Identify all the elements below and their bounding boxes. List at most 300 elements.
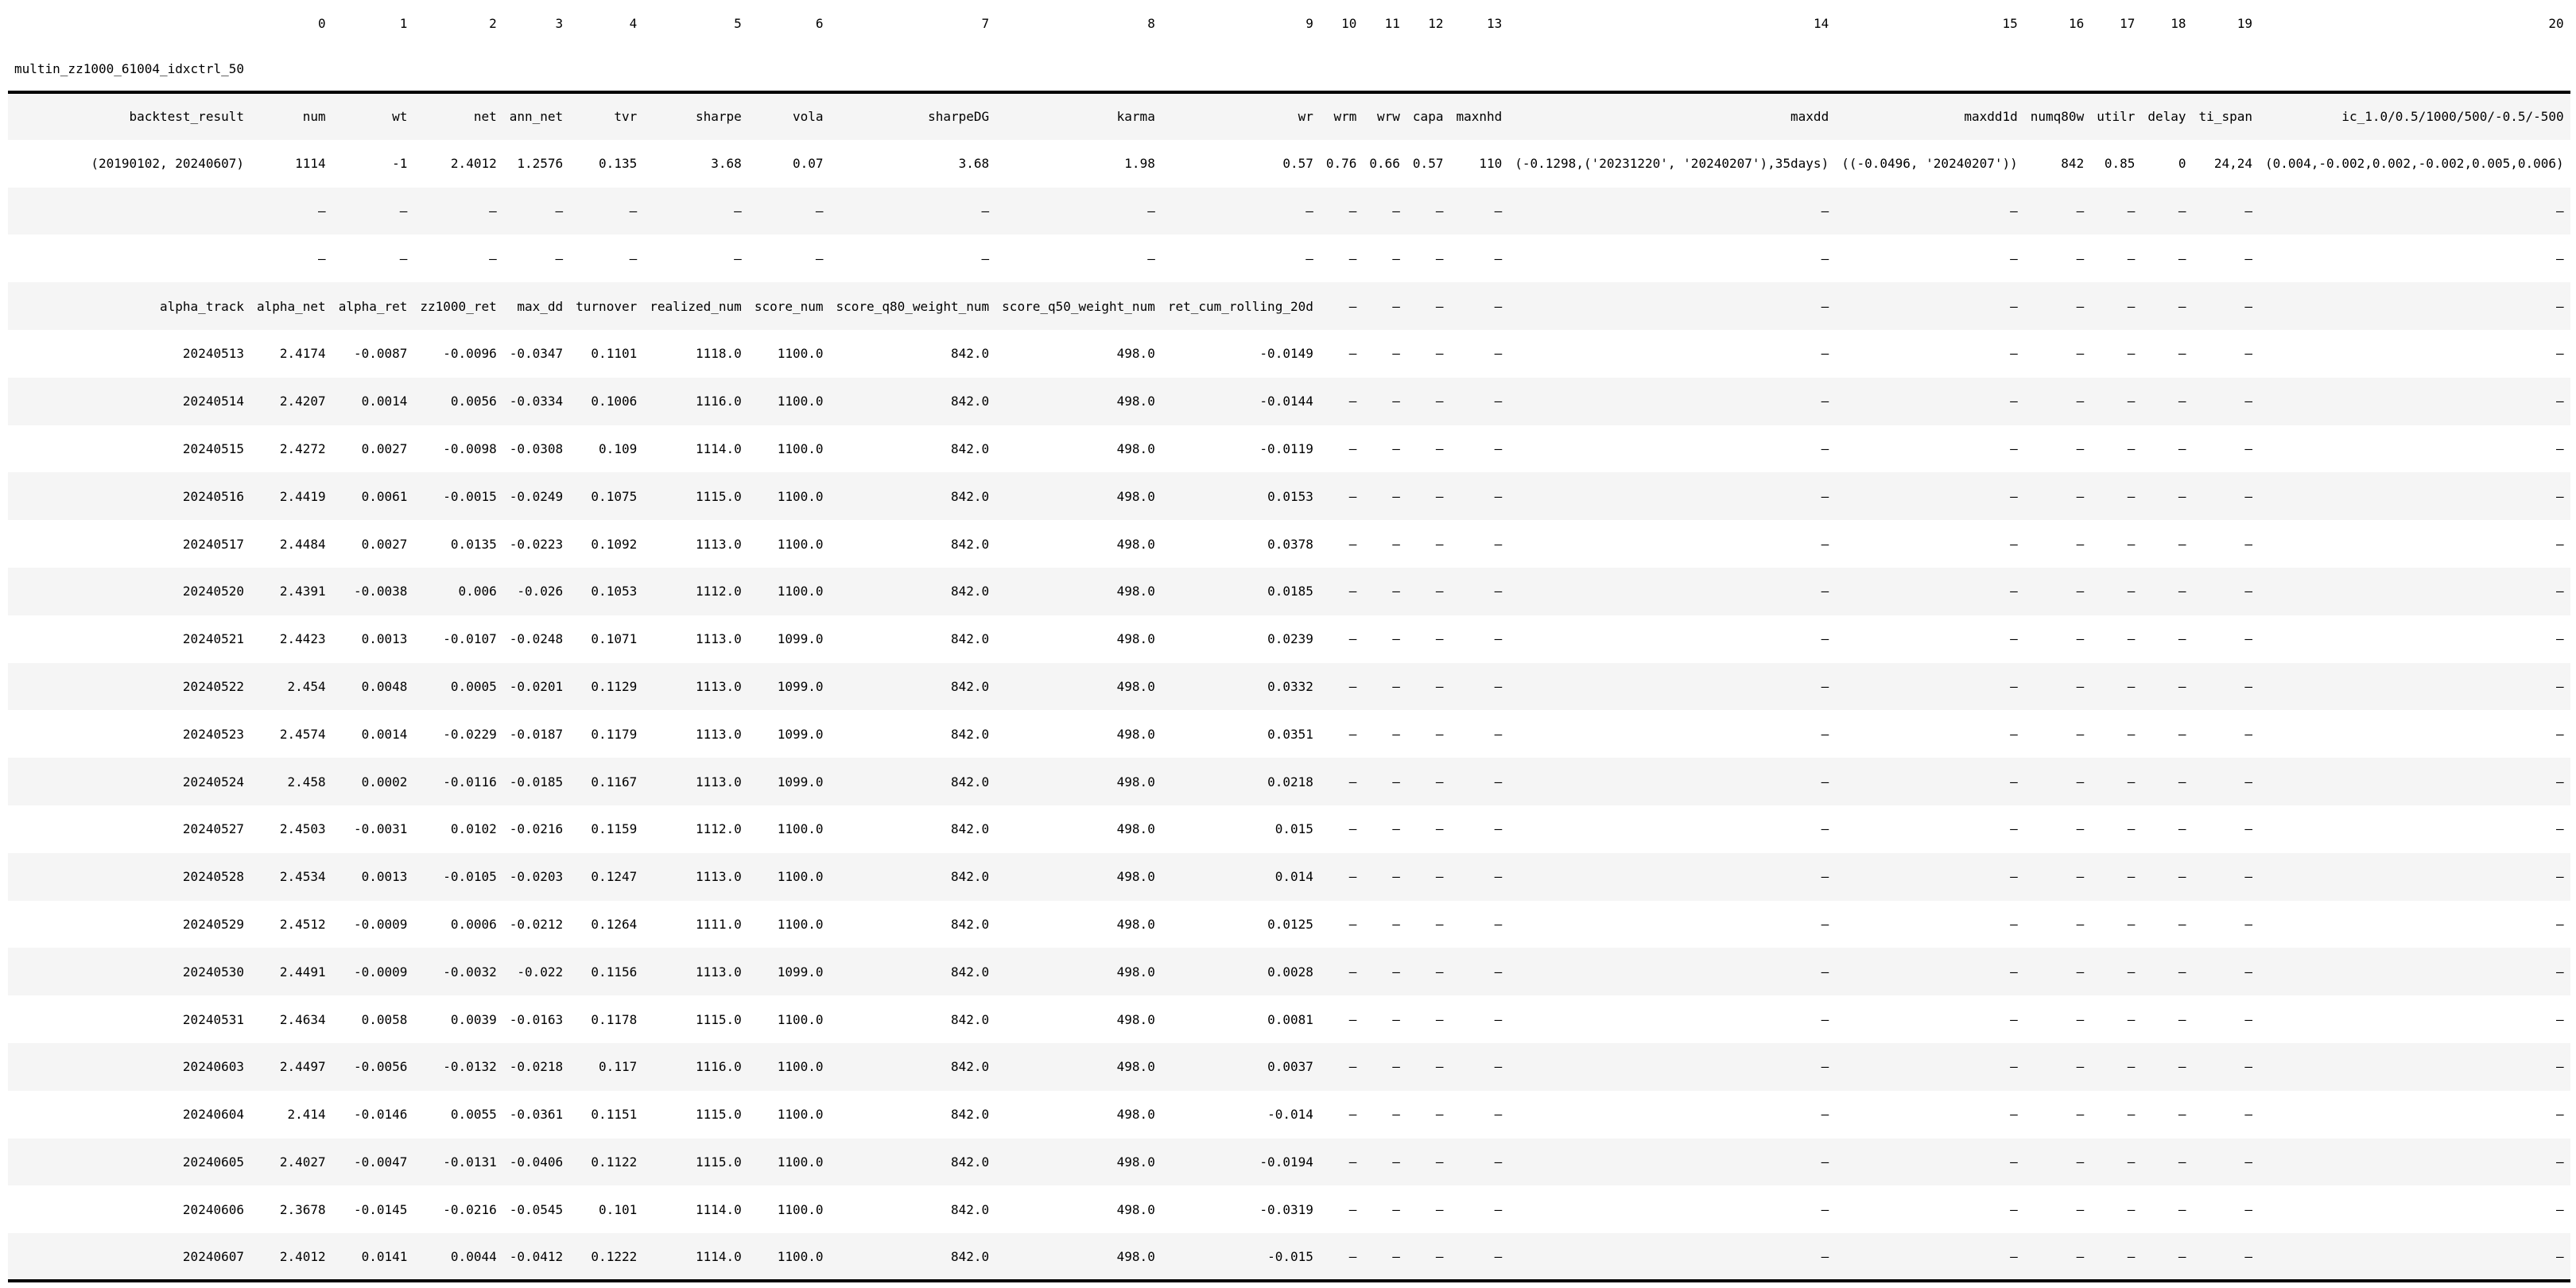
cell: 498.0 — [1116, 584, 1155, 599]
cell: — — [2127, 394, 2136, 409]
row-label: 20240606 — [182, 1201, 244, 1217]
cell: 1113.0 — [696, 869, 742, 885]
cell: — — [2178, 1011, 2186, 1027]
cell: — — [1821, 631, 1829, 647]
table-row — [8, 92, 2570, 140]
cell: — — [2010, 631, 2018, 647]
cell: — — [2556, 821, 2564, 837]
cell: — — [1821, 440, 1829, 456]
cell: — — [2010, 1011, 2018, 1027]
cell: 0.76 — [1325, 156, 1357, 172]
cell: — — [1348, 250, 1357, 266]
cell: 0.85 — [2104, 156, 2136, 172]
cell: zz1000_ret — [420, 298, 497, 314]
cell: — — [1392, 774, 1400, 789]
cell: 1100.0 — [777, 1248, 824, 1264]
row-label: 20240528 — [182, 869, 244, 885]
cell: — — [1348, 774, 1357, 789]
column-index: 7 — [981, 15, 990, 31]
cell: -0.0032 — [443, 964, 497, 980]
cell: — — [1494, 964, 1503, 980]
cell: 2.4503 — [279, 821, 326, 837]
row-label: backtest_result — [129, 109, 244, 125]
table-row — [8, 995, 2570, 1043]
cell: 2.4012 — [450, 156, 497, 172]
column-index: 14 — [1813, 15, 1829, 31]
cell: — — [1348, 203, 1357, 219]
cell: — — [1821, 1201, 1829, 1217]
cell: -0.0047 — [353, 1154, 408, 1170]
table-row — [8, 1043, 2570, 1091]
cell: 1099.0 — [777, 678, 824, 694]
cell: — — [1435, 394, 1444, 409]
cell: 1100.0 — [777, 394, 824, 409]
cell: — — [1494, 678, 1503, 694]
cell: — — [2178, 631, 2186, 647]
cell: (-0.1298,('20231220', '20240207'),35days) — [1515, 156, 1829, 172]
cell: 1113.0 — [696, 678, 742, 694]
cell: 2.4512 — [279, 916, 326, 932]
table-row — [8, 805, 2570, 853]
cell: — — [2076, 678, 2085, 694]
cell: — — [2076, 250, 2085, 266]
cell: — — [2244, 1201, 2252, 1217]
cell: 842.0 — [951, 1154, 990, 1170]
cell: — — [2244, 1154, 2252, 1170]
cell: — — [1821, 1059, 1829, 1075]
cell: 0.1179 — [591, 726, 638, 742]
cell: — — [2010, 964, 2018, 980]
cell: 0.1071 — [591, 631, 638, 647]
column-index: 11 — [1384, 15, 1400, 31]
cell: 0.1178 — [591, 1011, 638, 1027]
cell: — — [2178, 726, 2186, 742]
cell: 2.4391 — [279, 584, 326, 599]
cell: — — [1435, 726, 1444, 742]
cell: — — [2076, 869, 2085, 885]
cell: 0.1122 — [591, 1154, 638, 1170]
column-index: 13 — [1486, 15, 1503, 31]
cell: — — [1305, 250, 1313, 266]
cell: tvr — [614, 109, 638, 125]
cell: 0.0039 — [450, 1011, 497, 1027]
cell: — — [1435, 964, 1444, 980]
cell: 1114 — [295, 156, 326, 172]
column-index-row — [8, 0, 2570, 46]
cell: 3.68 — [711, 156, 742, 172]
cell: 2.4534 — [279, 869, 326, 885]
table-row — [8, 520, 2570, 568]
cell: 498.0 — [1116, 346, 1155, 362]
cell: 0.0013 — [361, 869, 408, 885]
cell: 0.57 — [1282, 156, 1313, 172]
cell: 0.1129 — [591, 678, 638, 694]
cell: — — [1494, 346, 1503, 362]
cell: 0.0061 — [361, 488, 408, 504]
cell: — — [2076, 1248, 2085, 1264]
cell: 0.0081 — [1267, 1011, 1313, 1027]
column-index: 16 — [2068, 15, 2085, 31]
cell: — — [2010, 821, 2018, 837]
cell: 0.66 — [1369, 156, 1400, 172]
cell: — — [1348, 1059, 1357, 1075]
cell: — — [1392, 440, 1400, 456]
cell: -0.022 — [517, 964, 564, 980]
cell: 0.0332 — [1267, 678, 1313, 694]
cell: — — [2010, 536, 2018, 552]
cell: — — [1494, 869, 1503, 885]
cell: 0.006 — [458, 584, 497, 599]
cell: -0.0545 — [509, 1201, 564, 1217]
cell: — — [1348, 394, 1357, 409]
cell: wrw — [1377, 109, 1400, 125]
cell: -0.0131 — [443, 1154, 497, 1170]
cell: ((-0.0496, '20240207')) — [1841, 156, 2018, 172]
cell: 1112.0 — [696, 584, 742, 599]
cell: 2.4484 — [279, 536, 326, 552]
cell: maxdd — [1790, 109, 1829, 125]
cell: -0.0185 — [509, 774, 564, 789]
cell: 842.0 — [951, 1201, 990, 1217]
cell: — — [2556, 1154, 2564, 1170]
table-row — [8, 663, 2570, 711]
cell: 1112.0 — [696, 821, 742, 837]
cell: — — [1435, 1248, 1444, 1264]
cell: -0.0229 — [443, 726, 497, 742]
cell: — — [2076, 440, 2085, 456]
cell: — — [981, 250, 990, 266]
cell: 498.0 — [1116, 869, 1155, 885]
cell: — — [2127, 346, 2136, 362]
cell: -0.0009 — [353, 916, 408, 932]
cell: — — [1392, 584, 1400, 599]
cell: 1113.0 — [696, 774, 742, 789]
cell: — — [1821, 536, 1829, 552]
cell: — — [1392, 203, 1400, 219]
cell: 498.0 — [1116, 394, 1155, 409]
row-label — [8, 235, 250, 282]
cell: — — [1348, 631, 1357, 647]
cell: 0.0013 — [361, 631, 408, 647]
table-row — [8, 901, 2570, 949]
column-index: 0 — [318, 15, 326, 31]
cell: — — [399, 203, 408, 219]
cell: -0.0347 — [509, 346, 564, 362]
cell: 842.0 — [951, 631, 990, 647]
cell: — — [2178, 298, 2186, 314]
cell: — — [2244, 821, 2252, 837]
cell: — — [1348, 964, 1357, 980]
cell: 842.0 — [951, 536, 990, 552]
cell: — — [2076, 916, 2085, 932]
cell: — — [2556, 394, 2564, 409]
blank-header-cell — [503, 46, 569, 92]
column-index: 2 — [489, 15, 497, 31]
cell: 498.0 — [1116, 1154, 1155, 1170]
cell: 0.0037 — [1267, 1059, 1313, 1075]
cell: — — [1348, 1154, 1357, 1170]
cell: — — [734, 250, 742, 266]
cell: -0.0308 — [509, 440, 564, 456]
blank-header-cell — [1508, 46, 1835, 92]
cell: — — [1392, 488, 1400, 504]
cell: 1113.0 — [696, 536, 742, 552]
cell: — — [815, 250, 824, 266]
cell: -0.0319 — [1259, 1201, 1313, 1217]
cell: 0.0048 — [361, 678, 408, 694]
cell: 2.454 — [287, 678, 326, 694]
cell: — — [2556, 1248, 2564, 1264]
cell: 0.07 — [792, 156, 824, 172]
cell: — — [2010, 346, 2018, 362]
cell: — — [1821, 1248, 1829, 1264]
cell: — — [1821, 1154, 1829, 1170]
cell: 498.0 — [1116, 678, 1155, 694]
cell: 0.0135 — [450, 536, 497, 552]
cell: — — [2244, 1107, 2252, 1123]
cell: — — [2010, 203, 2018, 219]
cell: — — [555, 250, 564, 266]
blank-header-cell — [1162, 46, 1320, 92]
cell: — — [1821, 726, 1829, 742]
cell: — — [2244, 1011, 2252, 1027]
cell: 0.1101 — [591, 346, 638, 362]
table-row — [8, 140, 2570, 188]
cell: -0.0163 — [509, 1011, 564, 1027]
blank-header-cell — [332, 46, 414, 92]
cell: — — [1494, 774, 1503, 789]
cell: — — [1348, 488, 1357, 504]
cell: 0.0102 — [450, 821, 497, 837]
blank-header-cell — [2141, 46, 2192, 92]
cell: 1099.0 — [777, 631, 824, 647]
row-label: 20240604 — [182, 1107, 244, 1123]
cell: — — [1435, 1201, 1444, 1217]
cell: — — [1494, 726, 1503, 742]
cell: — — [1348, 1011, 1357, 1027]
cell: score_num — [754, 298, 824, 314]
cell: score_q80_weight_num — [836, 298, 990, 314]
cell: 1100.0 — [777, 440, 824, 456]
cell: 1114.0 — [696, 440, 742, 456]
cell: — — [1392, 1059, 1400, 1075]
cell: 1100.0 — [777, 1059, 824, 1075]
cell: — — [2244, 631, 2252, 647]
cell: — — [2010, 916, 2018, 932]
cell: -0.0412 — [509, 1248, 564, 1264]
cell: (0.004,-0.002,0.002,-0.002,0.005,0.006) — [2264, 156, 2564, 172]
row-label: 20240527 — [182, 821, 244, 837]
cell: 1100.0 — [777, 346, 824, 362]
column-index: 9 — [1305, 15, 1313, 31]
table-row — [8, 948, 2570, 995]
cell: — — [1348, 298, 1357, 314]
cell: 110 — [1479, 156, 1503, 172]
cell: 2.4423 — [279, 631, 326, 647]
table-row — [8, 1185, 2570, 1233]
cell: — — [555, 203, 564, 219]
column-index: 8 — [1147, 15, 1155, 31]
cell: — — [1435, 1059, 1444, 1075]
blank-header-cell — [2259, 46, 2570, 92]
cell: — — [1392, 964, 1400, 980]
cell: — — [2127, 631, 2136, 647]
cell: — — [734, 203, 742, 219]
cell: — — [2076, 774, 2085, 789]
cell: — — [2127, 821, 2136, 837]
cell: 842.0 — [951, 440, 990, 456]
cell: -0.0087 — [353, 346, 408, 362]
cell: 1.2576 — [517, 156, 564, 172]
cell: — — [2178, 1154, 2186, 1170]
cell: 0.1167 — [591, 774, 638, 789]
column-index: 1 — [399, 15, 408, 31]
cell: 498.0 — [1116, 1059, 1155, 1075]
cell: — — [2010, 440, 2018, 456]
cell: 842.0 — [951, 678, 990, 694]
cell: — — [1348, 678, 1357, 694]
row-label: 20240513 — [182, 346, 244, 362]
column-index: 5 — [734, 15, 742, 31]
cell: — — [1494, 440, 1503, 456]
cell: 842.0 — [951, 1107, 990, 1123]
cell: -0.0334 — [509, 394, 564, 409]
cell: -0.0132 — [443, 1059, 497, 1075]
cell: — — [1494, 1107, 1503, 1123]
cell: — — [2556, 488, 2564, 504]
cell: — — [2076, 1011, 2085, 1027]
cell: — — [2178, 536, 2186, 552]
cell: delay — [2147, 109, 2186, 125]
cell: score_q50_weight_num — [1002, 298, 1155, 314]
cell: -0.0212 — [509, 916, 564, 932]
cell: — — [1494, 250, 1503, 266]
cell: 498.0 — [1116, 964, 1155, 980]
cell: — — [2010, 1201, 2018, 1217]
blank-header-cell — [2090, 46, 2141, 92]
cell: — — [2244, 726, 2252, 742]
cell: — — [2244, 536, 2252, 552]
cell: — — [629, 250, 638, 266]
cell: -0.0144 — [1259, 394, 1313, 409]
cell: — — [1494, 298, 1503, 314]
cell: 0.1053 — [591, 584, 638, 599]
cell: — — [1821, 346, 1829, 362]
cell: 842.0 — [951, 584, 990, 599]
blank-header-cell — [413, 46, 502, 92]
cell: — — [2010, 869, 2018, 885]
blank-header-cell — [995, 46, 1162, 92]
cell: 0.1092 — [591, 536, 638, 552]
cell: 842.0 — [951, 964, 990, 980]
cell: 2.4012 — [279, 1248, 326, 1264]
cell: — — [2076, 346, 2085, 362]
cell: 1100.0 — [777, 536, 824, 552]
cell: — — [2244, 916, 2252, 932]
cell: — — [2244, 298, 2252, 314]
cell: 0.0058 — [361, 1011, 408, 1027]
cell: wrm — [1333, 109, 1357, 125]
cell: — — [2178, 774, 2186, 789]
row-label: 20240516 — [182, 488, 244, 504]
cell: — — [1348, 1248, 1357, 1264]
cell: 1115.0 — [696, 1154, 742, 1170]
cell: — — [2556, 631, 2564, 647]
column-index: 3 — [555, 15, 564, 31]
cell: — — [2244, 346, 2252, 362]
cell: 842.0 — [951, 1248, 990, 1264]
cell: — — [2556, 964, 2564, 980]
cell: 1099.0 — [777, 726, 824, 742]
cell: — — [1435, 869, 1444, 885]
cell: -0.026 — [517, 584, 564, 599]
cell: — — [1494, 584, 1503, 599]
cell: 1099.0 — [777, 964, 824, 980]
cell: 0.0153 — [1267, 488, 1313, 504]
cell: 0.1075 — [591, 488, 638, 504]
cell: 2.4272 — [279, 440, 326, 456]
blank-header-cell — [1363, 46, 1406, 92]
cell: — — [2076, 1201, 2085, 1217]
cell: 1115.0 — [696, 488, 742, 504]
cell: — — [1305, 203, 1313, 219]
cell: — — [1821, 964, 1829, 980]
cell: 842.0 — [951, 1011, 990, 1027]
cell: 0.0125 — [1267, 916, 1313, 932]
cell: 1100.0 — [777, 488, 824, 504]
cell: 842.0 — [951, 488, 990, 504]
cell: — — [1821, 250, 1829, 266]
table-row — [8, 378, 2570, 425]
cell: -0.0116 — [443, 774, 497, 789]
cell: — — [1821, 774, 1829, 789]
cell: -0.0194 — [1259, 1154, 1313, 1170]
cell: — — [2178, 678, 2186, 694]
cell: -0.0203 — [509, 869, 564, 885]
cell: — — [2244, 203, 2252, 219]
column-index: 12 — [1428, 15, 1444, 31]
cell: -0.0406 — [509, 1154, 564, 1170]
cell: 2.458 — [287, 774, 326, 789]
cell: utilr — [2097, 109, 2136, 125]
cell: — — [1348, 1201, 1357, 1217]
cell: — — [2076, 203, 2085, 219]
cell: 1113.0 — [696, 726, 742, 742]
cell: — — [1348, 440, 1357, 456]
cell: 0.0028 — [1267, 964, 1313, 980]
cell: — — [399, 250, 408, 266]
cell: — — [1435, 488, 1444, 504]
cell: — — [2010, 298, 2018, 314]
row-label: (20190102, 20240607) — [91, 156, 244, 172]
cell: alpha_ret — [338, 298, 408, 314]
cell: -0.0096 — [443, 346, 497, 362]
column-index: 17 — [2120, 15, 2136, 31]
cell: — — [1494, 916, 1503, 932]
cell: 1.98 — [1124, 156, 1155, 172]
cell: — — [1435, 916, 1444, 932]
blank-header-cell — [250, 46, 332, 92]
cell: 498.0 — [1116, 631, 1155, 647]
cell: — — [2556, 440, 2564, 456]
cell: 1100.0 — [777, 584, 824, 599]
cell: 3.68 — [958, 156, 990, 172]
cell: — — [1435, 203, 1444, 219]
cell: — — [2127, 916, 2136, 932]
row-label: 20240531 — [182, 1011, 244, 1027]
cell: 0.014 — [1274, 869, 1313, 885]
table-row — [8, 710, 2570, 758]
